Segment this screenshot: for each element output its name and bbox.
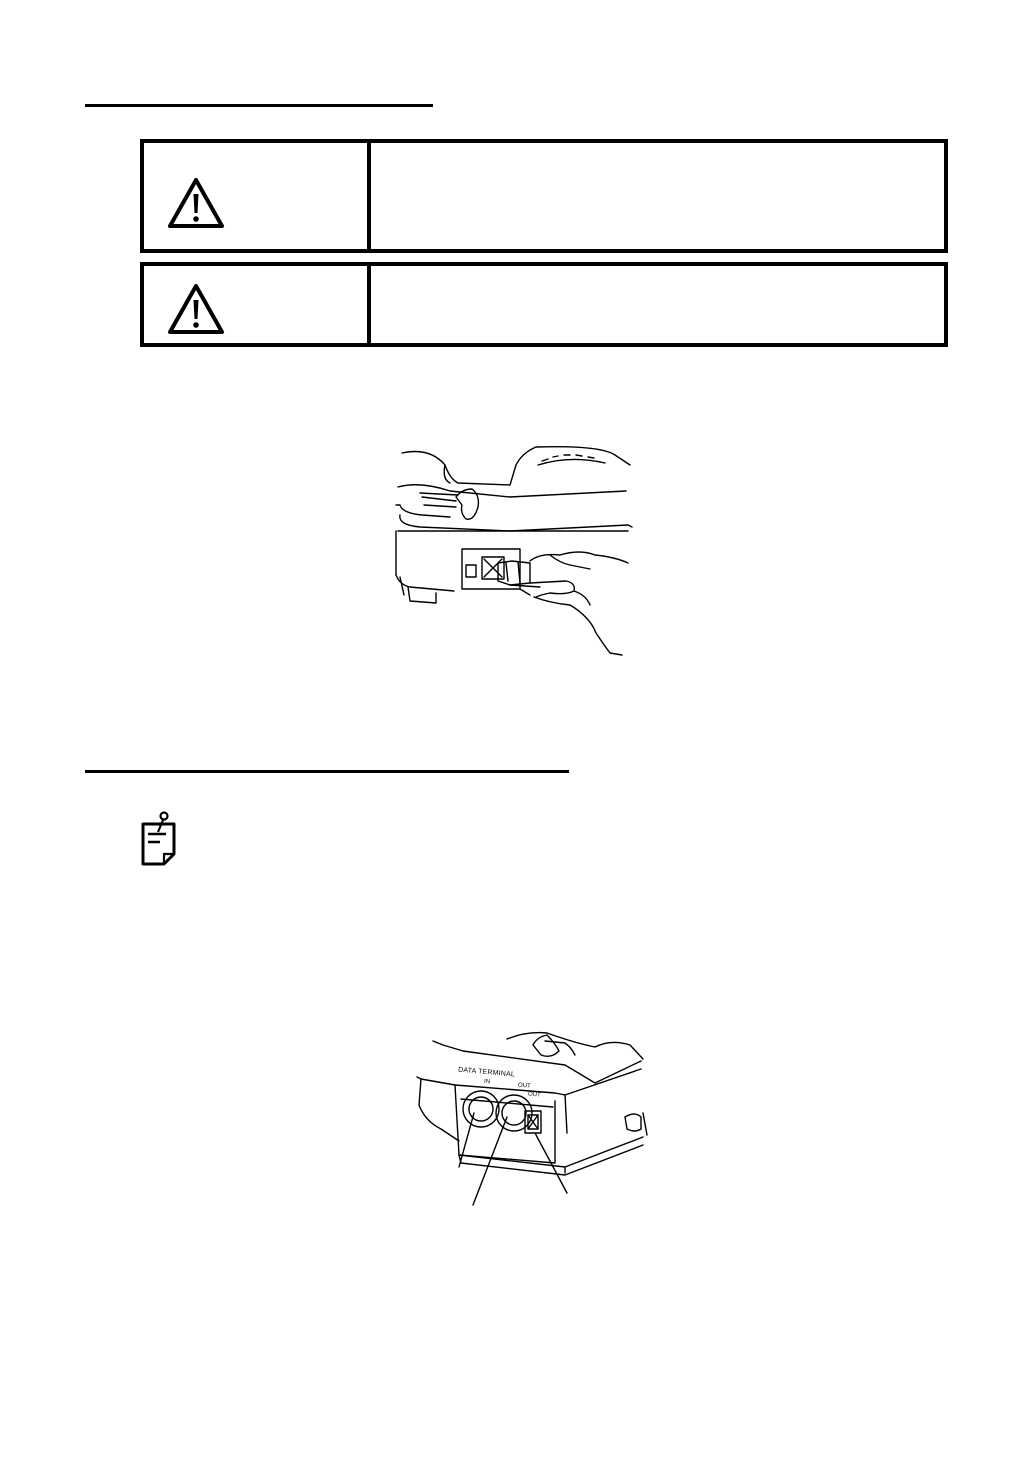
port-third-label: OUT [527, 1091, 541, 1099]
warning-box-2-text-cell [371, 266, 944, 343]
warning-box-1-symbol-cell [144, 143, 371, 249]
data-terminal-ports-illustration [415, 1025, 650, 1215]
warning-box-2-symbol-cell [144, 266, 371, 343]
power-cord-connection-illustration [390, 445, 640, 660]
section-heading-rule-2 [85, 770, 569, 773]
memo-pin-icon [138, 810, 180, 868]
warning-box-2 [140, 262, 948, 347]
section-heading-rule-1 [85, 104, 433, 107]
data-terminal-label: DATA TERMINAL [457, 1066, 516, 1079]
warning-box-1-text-cell [371, 143, 944, 249]
warning-triangle-icon [167, 283, 225, 335]
warning-triangle-icon [167, 177, 225, 229]
port-out-label: OUT [517, 1082, 531, 1090]
warning-box-1 [140, 139, 948, 253]
port-in-label: IN [483, 1078, 491, 1086]
